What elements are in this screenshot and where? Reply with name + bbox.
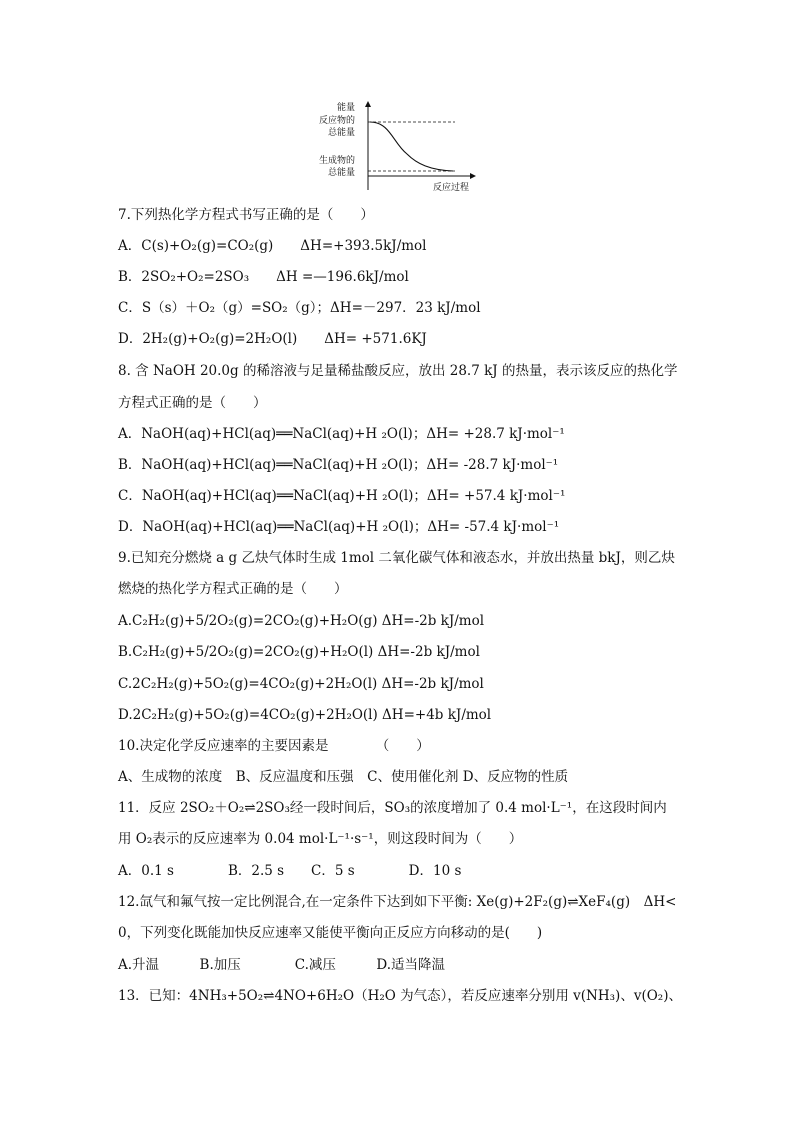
q11-stem-line1: 11．反应 2SO₂＋O₂⇌2SO₃经一段时间后，SO₃的浓度增加了 0.4 mol·L⁻¹，在这段时间内 (118, 800, 667, 816)
q12-stem-line2: 0，下列变化既能加快反应速率又能使平衡向正反应方向移动的是( ) (118, 925, 543, 941)
q8-option-b: B．NaOH(aq)+HCl(aq)══NaCl(aq)+H ₂O(l)；ΔH= -28.7 kJ·mol⁻¹ (118, 457, 559, 473)
q10-options: A、生成物的浓度 B、反应温度和压强 C、使用催化剂 D、反应物的性质 (118, 769, 569, 785)
q9-option-b: B.C₂H₂(g)+5/2O₂(g)=2CO₂(g)+H₂O(l) ΔH=-2b kJ/mol (118, 644, 480, 660)
q7-stem: 7.下列热化学方程式书写正确的是（ ） (118, 207, 374, 223)
product-label-2: 总能量 (328, 168, 356, 178)
q8-option-d: D．NaOH(aq)+HCl(aq)══NaCl(aq)+H ₂O(l)；ΔH= -57.4 kJ·mol⁻¹ (118, 519, 560, 535)
x-axis-label: 反应过程 (433, 183, 470, 193)
x-axis (368, 173, 476, 179)
reactant-label-2: 总能量 (328, 128, 356, 138)
q9-option-d: D.2C₂H₂(g)+5O₂(g)=4CO₂(g)+2H₂O(l) ΔH=+4b kJ/mol (118, 707, 492, 723)
q8-option-a: A．NaOH(aq)+HCl(aq)══NaCl(aq)+H ₂O(l)；ΔH= +28.7 kJ·mol⁻¹ (118, 426, 565, 442)
energy-profile-diagram (315, 98, 485, 198)
q12-stem-line1: 12.氙气和氟气按一定比例混合,在一定条件下达到如下平衡: Xe(g)+2F₂(g)⇌XeF₄(g) ΔH< (118, 894, 677, 910)
q8-stem-line1: 8. 含 NaOH 20.0g 的稀溶液与足量稀盐酸反应，放出 28.7 kJ 的热量，表示该反应的热化学 (118, 363, 678, 379)
q7-option-a: A．C(s)+O₂(g)=CO₂(g) ΔH=+393.5kJ/mol (118, 238, 427, 254)
q9-stem-line1: 9.已知充分燃烧 a g 乙炔气体时生成 1mol 二氧化碳气体和液态水，并放出热量 bkJ，则乙炔 (118, 550, 675, 566)
q7-option-b: B．2SO₂+O₂=2SO₃ ΔH =—196.6kJ/mol (118, 269, 409, 285)
q12-options: A.升温 B.加压 C.减压 D.适当降温 (118, 957, 446, 973)
q11-stem-line2: 用 O₂表示的反应速率为 0.04 mol·L⁻¹·s⁻¹，则这段时间为（ ） (118, 831, 523, 847)
q8-stem-line2: 方程式正确的是（ ） (118, 395, 267, 411)
q11-options: A．0.1 s B．2.5 s C．5 s D．10 s (118, 863, 462, 879)
q10-stem: 10.决定化学反应速率的主要因素是 （ ） (118, 738, 430, 754)
q7-option-c: C．S（s）＋O₂（g）=SO₂（g）；ΔH=－297．23 kJ/mol (118, 300, 481, 316)
q7-option-d: D．2H₂(g)+O₂(g)=2H₂O(l) ΔH= +571.6KJ (118, 331, 427, 347)
q13-stem-line1: 13．已知：4NH₃+5O₂⇌4NO+6H₂O（H₂O 为气态），若反应速率分别用 v(NH₃)、v(O₂)、 (118, 988, 682, 1004)
q9-option-c: C.2C₂H₂(g)+5O₂(g)=4CO₂(g)+2H₂O(l) ΔH=-2b kJ/mol (118, 676, 484, 692)
product-label-1: 生成物的 (319, 156, 356, 166)
reactant-label-1: 反应物的 (319, 116, 356, 126)
q9-option-a: A.C₂H₂(g)+5/2O₂(g)=2CO₂(g)+H₂O(g) ΔH=-2b kJ/mol (118, 613, 485, 629)
q8-option-c: C．NaOH(aq)+HCl(aq)══NaCl(aq)+H ₂O(l)；ΔH= +57.4 kJ·mol⁻¹ (118, 488, 566, 504)
energy-curve (370, 122, 453, 171)
y-axis (365, 101, 371, 190)
q9-stem-line2: 燃烧的热化学方程式正确的是（ ） (118, 581, 348, 597)
y-axis-label: 能量 (337, 103, 356, 113)
